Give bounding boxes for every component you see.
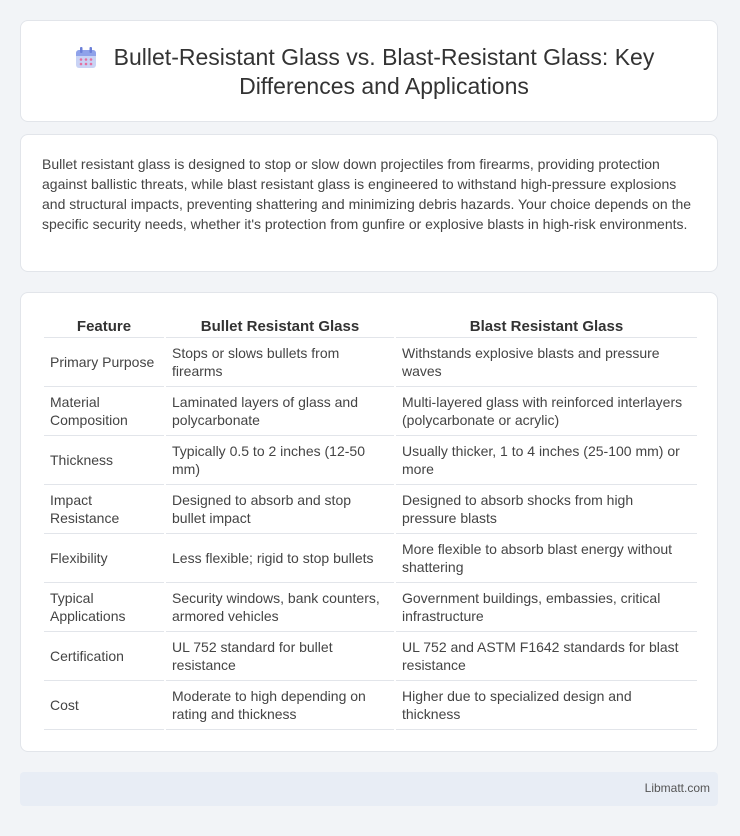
bullet-cell: Laminated layers of glass and polycarbonate: [166, 387, 394, 436]
bullet-cell: Stops or slows bullets from firearms: [166, 338, 394, 387]
intro-paragraph: Bullet resistant glass is designed to stop or slow down projectiles from firearms, providing protection against ballistic threats, while blast resistant glass is engineered to withstand high-pressure explosions and structural impacts, preventing shattering and minimizing debris hazards. Your choice depends on the specific security needs, whether it's protection from gunfire or explosive blasts in high-risk environments.: [42, 156, 692, 232]
feature-cell: Thickness: [44, 436, 164, 485]
table-row: [44, 534, 697, 583]
feature-cell: Primary Purpose: [44, 338, 164, 387]
comparison-table: [42, 315, 699, 730]
feature-cell: Certification: [44, 632, 164, 681]
comparison-card: [20, 292, 718, 752]
blast-cell: UL 752 and ASTM F1642 standards for blast resistance: [396, 632, 697, 681]
table-row: [44, 681, 697, 730]
blast-cell: Usually thicker, 1 to 4 inches (25-100 mm) or more: [396, 436, 697, 485]
blast-cell: Government buildings, embassies, critical infrastructure: [396, 583, 697, 632]
footer-site-link[interactable]: Libmatt.com: [644, 781, 710, 795]
bullet-cell: Typically 0.5 to 2 inches (12-50 mm): [166, 436, 394, 485]
table-row: [44, 632, 697, 681]
table-row: [44, 485, 697, 534]
bullet-cell: Moderate to high depending on rating and thickness: [166, 681, 394, 730]
title-card: [20, 20, 718, 122]
bullet-cell: Designed to absorb and stop bullet impact: [166, 485, 394, 534]
bullet-cell: Security windows, bank counters, armored vehicles: [166, 583, 394, 632]
intro-card: [20, 134, 718, 272]
header-bullet-resistant: Bullet Resistant Glass: [166, 315, 394, 338]
bullet-cell: Less flexible; rigid to stop bullets: [166, 534, 394, 583]
table-row: [44, 436, 697, 485]
table-row: [44, 387, 697, 436]
blast-cell: More flexible to absorb blast energy without shattering: [396, 534, 697, 583]
feature-cell: Cost: [44, 681, 164, 730]
table-row: [44, 583, 697, 632]
feature-cell: Typical Applications: [44, 583, 164, 632]
footer: [20, 772, 718, 806]
blast-cell: Withstands explosive blasts and pressure waves: [396, 338, 697, 387]
header-blast-resistant: Blast Resistant Glass: [396, 315, 697, 338]
feature-cell: Flexibility: [44, 534, 164, 583]
table-row: [44, 338, 697, 387]
table-header-row: [44, 315, 697, 338]
blast-cell: Higher due to specialized design and thickness: [396, 681, 697, 730]
bullet-cell: UL 752 standard for bullet resistance: [166, 632, 394, 681]
header-feature: Feature: [44, 315, 164, 338]
feature-cell: Material Composition: [44, 387, 164, 436]
blast-cell: Multi-layered glass with reinforced interlayers (polycarbonate or acrylic): [396, 387, 697, 436]
feature-cell: Impact Resistance: [44, 485, 164, 534]
page-title: Bullet-Resistant Glass vs. Blast-Resistant Glass: Key Differences and Applications: [113, 44, 655, 99]
blast-cell: Designed to absorb shocks from high pressure blasts: [396, 485, 697, 534]
